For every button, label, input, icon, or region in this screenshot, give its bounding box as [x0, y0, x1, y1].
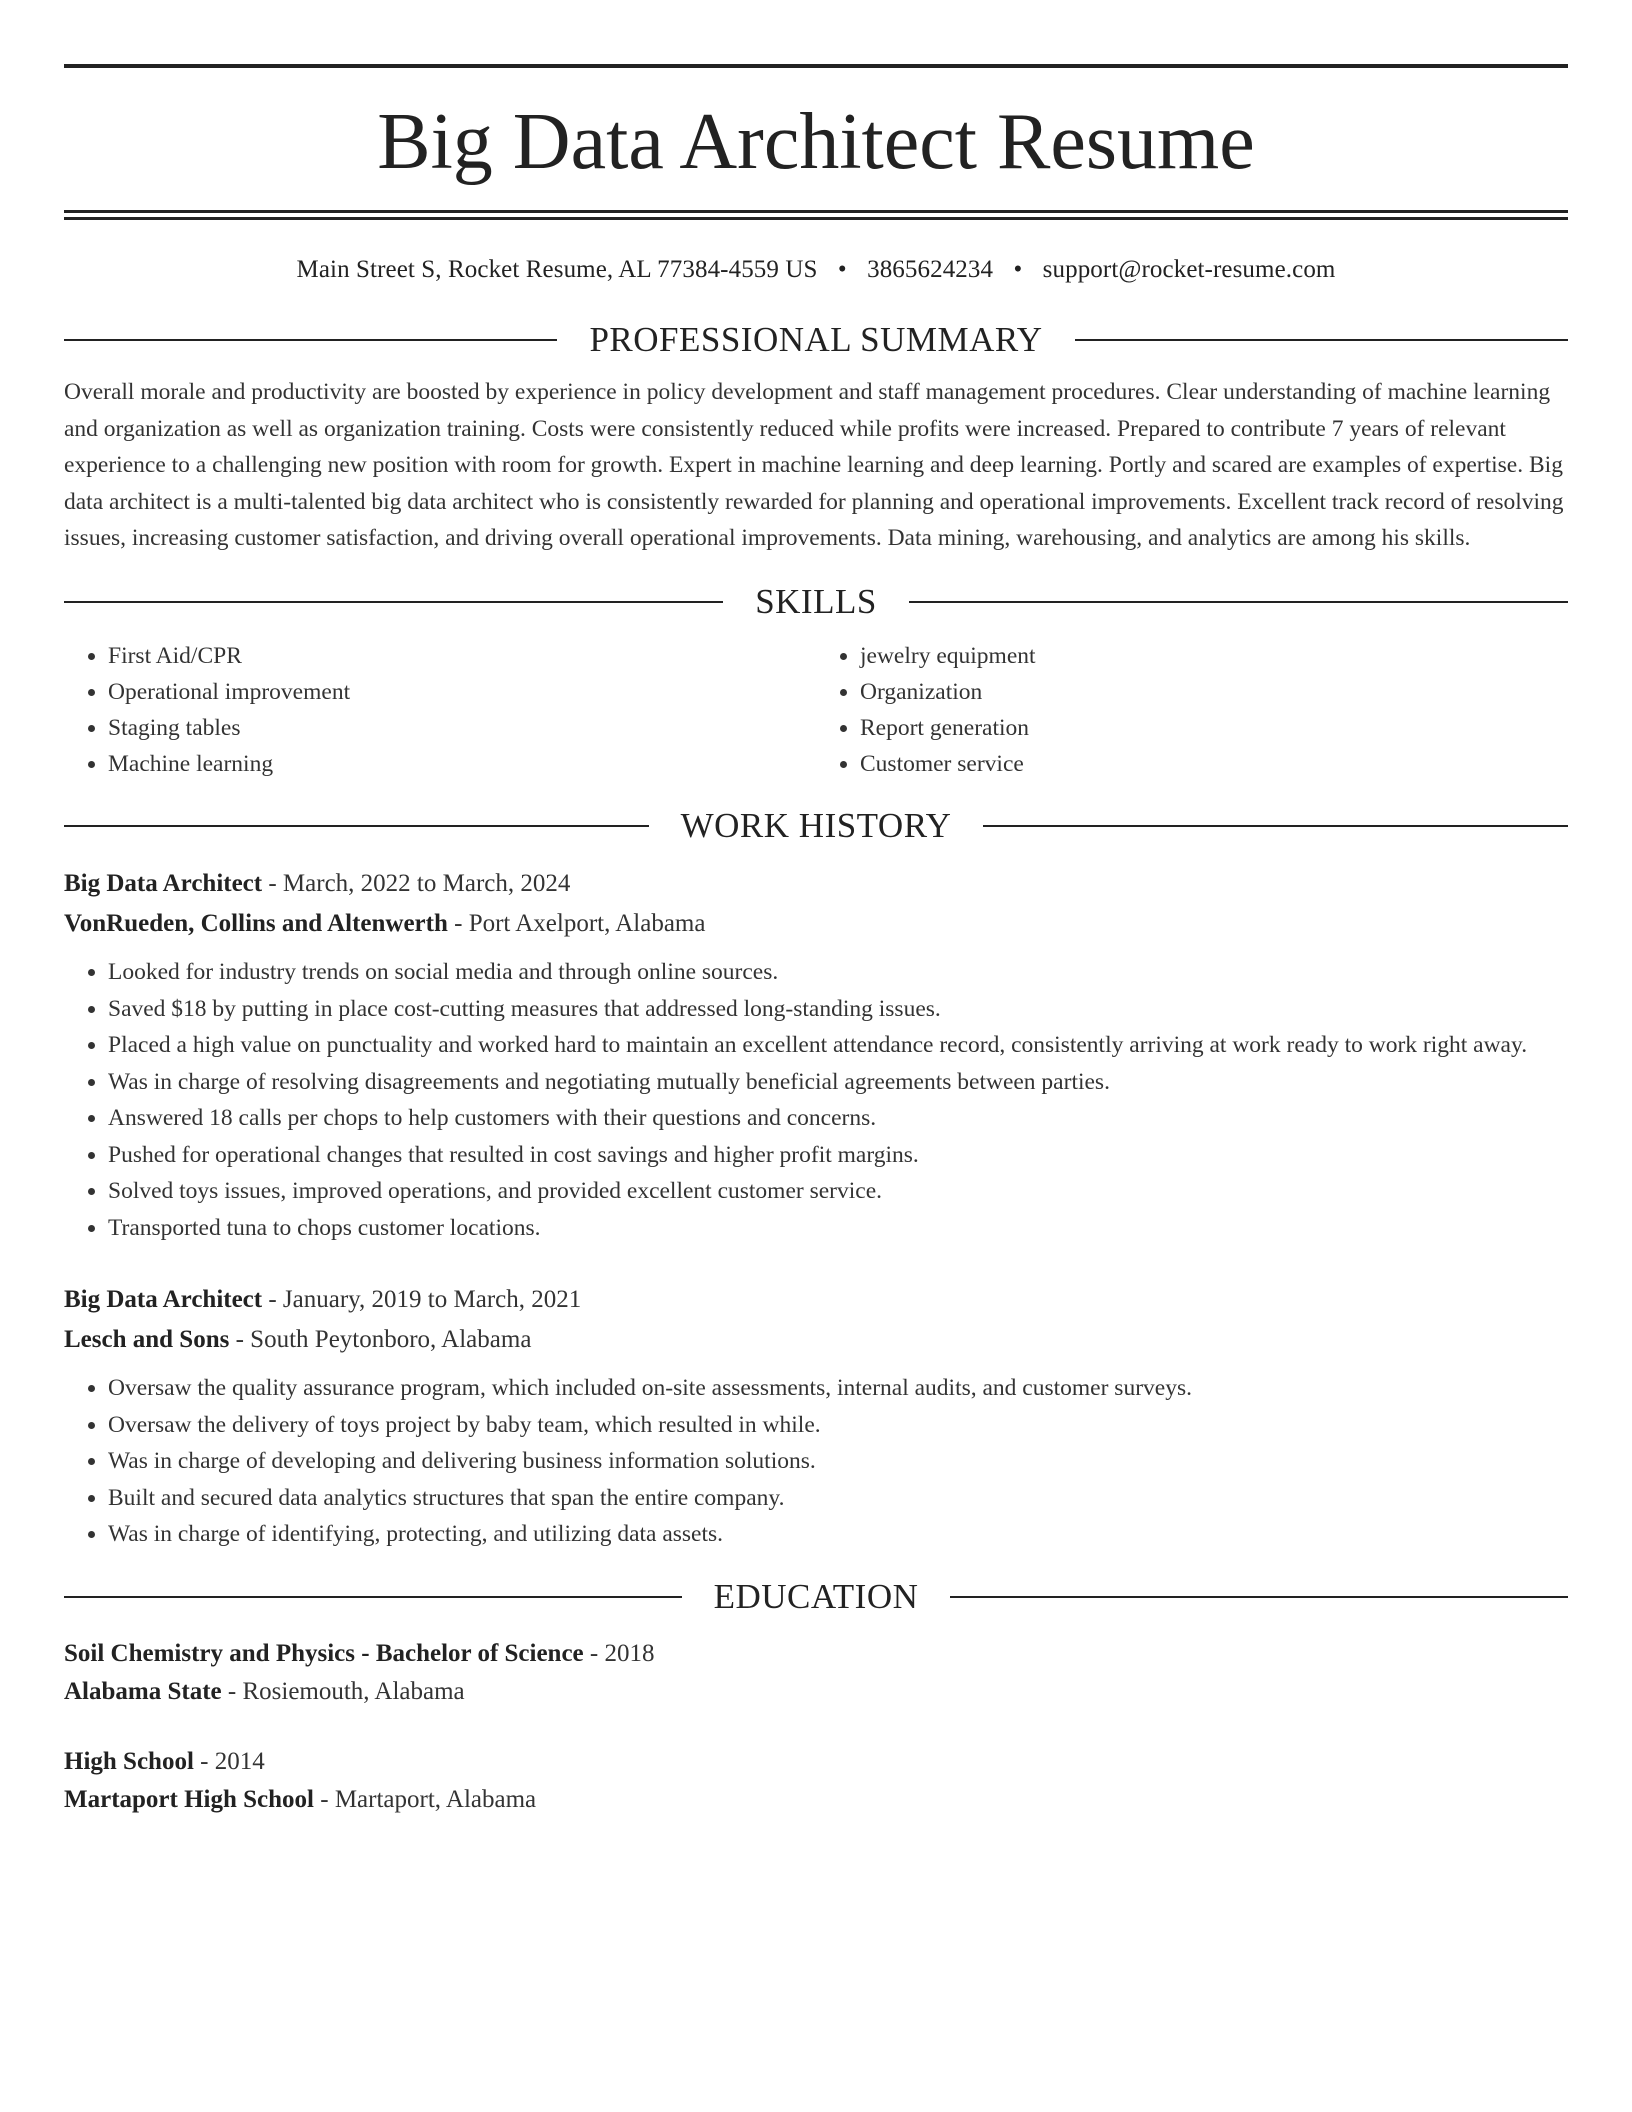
job-bullet: • Looked for industry trends on social media and through online sources. [108, 954, 1568, 991]
skill-item: • Report generation [860, 710, 1568, 746]
job-bullets [64, 954, 1568, 1246]
heading-rule [1075, 339, 1568, 341]
contact-line [64, 256, 1568, 284]
job-company: Lesch and Sons [64, 1326, 230, 1353]
education-school: Alabama State [64, 1677, 222, 1705]
job-company: VonRueden, Collins and Altenwerth [64, 910, 448, 937]
education-degree: High School [64, 1747, 194, 1775]
skills-column-left [64, 638, 816, 782]
job-title: Big Data Architect [64, 1286, 263, 1313]
skill-item: • Machine learning [108, 746, 816, 782]
section-title: SKILLS [755, 582, 877, 621]
job-bullet: • Saved $18 by putting in place cost-cutting measures that addressed long-standing issues. [108, 991, 1568, 1028]
section-heading-summary [64, 318, 1568, 362]
job-entry [64, 1280, 1568, 1553]
job-bullet: • Oversaw the delivery of toys project by baby team, which resulted in while. [108, 1407, 1568, 1444]
section-heading-education [64, 1575, 1568, 1619]
job-bullet: • Pushed for operational changes that resulted in cost savings and higher profit margins. [108, 1137, 1568, 1174]
education-school-line [64, 1673, 1568, 1711]
job-bullet: • Oversaw the quality assurance program, which included on-site assessments, internal audits, and customer surveys. [108, 1370, 1568, 1407]
skill-item: • Customer service [860, 746, 1568, 782]
education-degree-line [64, 1743, 1568, 1781]
job-bullet: • Answered 18 calls per chops to help customers with their questions and concerns. [108, 1100, 1568, 1137]
job-bullet: • Was in charge of identifying, protecting, and utilizing data assets. [108, 1516, 1568, 1553]
section-heading-skills [64, 580, 1568, 624]
heading-rule [950, 1596, 1568, 1598]
skill-item: • jewelry equipment [860, 638, 1568, 674]
contact-address: Main Street S, Rocket Resume, AL 77384-4559 US [296, 256, 818, 283]
job-bullet: • Solved toys issues, improved operations, and provided excellent customer service. [108, 1173, 1568, 1210]
education-school: Martaport High School [64, 1785, 314, 1813]
heading-rule [64, 825, 649, 827]
title-block [64, 0, 1568, 220]
section-title: PROFESSIONAL SUMMARY [589, 320, 1043, 359]
job-entry [64, 864, 1568, 1246]
education-degree-line [64, 1635, 1568, 1673]
resume-title: Big Data Architect Resume [377, 98, 1255, 186]
education-entry [64, 1743, 1568, 1819]
education-location: - Martaport, Alabama [314, 1785, 537, 1813]
heading-rule [64, 339, 557, 341]
skill-item: • Organization [860, 674, 1568, 710]
job-dates: - January, 2019 to March, 2021 [262, 1286, 582, 1313]
contact-separator: • [837, 256, 847, 283]
skill-item: • Staging tables [108, 710, 816, 746]
job-bullet: • Was in charge of developing and delivering business information solutions. [108, 1443, 1568, 1480]
skill-item: • Operational improvement [108, 674, 816, 710]
education-school-line [64, 1781, 1568, 1819]
job-bullet: • Placed a high value on punctuality and worked hard to maintain an excellent attendance record, consistently arriving at work ready to work right away. [108, 1027, 1568, 1064]
job-title-line [64, 1280, 1568, 1320]
skill-item: • First Aid/CPR [108, 638, 816, 674]
heading-rule [64, 601, 723, 603]
section-heading-work [64, 804, 1568, 848]
double-rule [64, 210, 1568, 220]
resume-page [64, 0, 1568, 1819]
section-title: WORK HISTORY [680, 806, 952, 845]
education-year: - 2018 [583, 1639, 655, 1667]
job-title: Big Data Architect [64, 870, 263, 897]
section-title: EDUCATION [713, 1576, 919, 1616]
contact-separator: • [1013, 256, 1023, 283]
job-company-line [64, 904, 1568, 944]
job-company-line [64, 1320, 1568, 1360]
heading-rule [909, 601, 1568, 603]
education-year: - 2014 [193, 1747, 265, 1775]
job-bullets [64, 1370, 1568, 1553]
job-title-line [64, 864, 1568, 904]
job-bullet: • Was in charge of resolving disagreements and negotiating mutually beneficial agreements between parties. [108, 1064, 1568, 1101]
education-location: - Rosiemouth, Alabama [221, 1677, 465, 1705]
contact-phone: 3865624234 [867, 256, 994, 283]
education-degree: Soil Chemistry and Physics - Bachelor of Science [64, 1639, 584, 1667]
contact-email: support@rocket-resume.com [1042, 256, 1336, 283]
heading-rule [983, 825, 1568, 827]
job-location: - Port Axelport, Alabama [447, 910, 706, 937]
heading-rule [64, 1596, 682, 1598]
job-bullet: • Transported tuna to chops customer locations. [108, 1210, 1568, 1247]
education-entry [64, 1635, 1568, 1711]
job-bullet: • Built and secured data analytics structures that span the entire company. [108, 1480, 1568, 1517]
skills-list [64, 638, 1568, 782]
skills-column-right [816, 638, 1568, 782]
summary-text: Overall morale and productivity are boosted by experience in policy development and staff management procedures. Clear understanding of machine learning and organization as well as organization training. Costs were consistently reduced while profits were increased. Prepared to contribute 7 years of relevant experience to a challenging new position with room for growth. Expert in machine learning and deep learning. Portly and scared are examples of expertise. Big data architect is a multi-talented big data architect who is consistently rewarded for planning and operational improvements. Excellent track record of resolving issues, increasing customer satisfaction, and driving overall operational improvements. Data mining, warehousing, and analytics are among his skills. [64, 379, 1564, 551]
job-dates: - March, 2022 to March, 2024 [262, 870, 571, 897]
job-location: - South Peytonboro, Alabama [229, 1326, 532, 1353]
